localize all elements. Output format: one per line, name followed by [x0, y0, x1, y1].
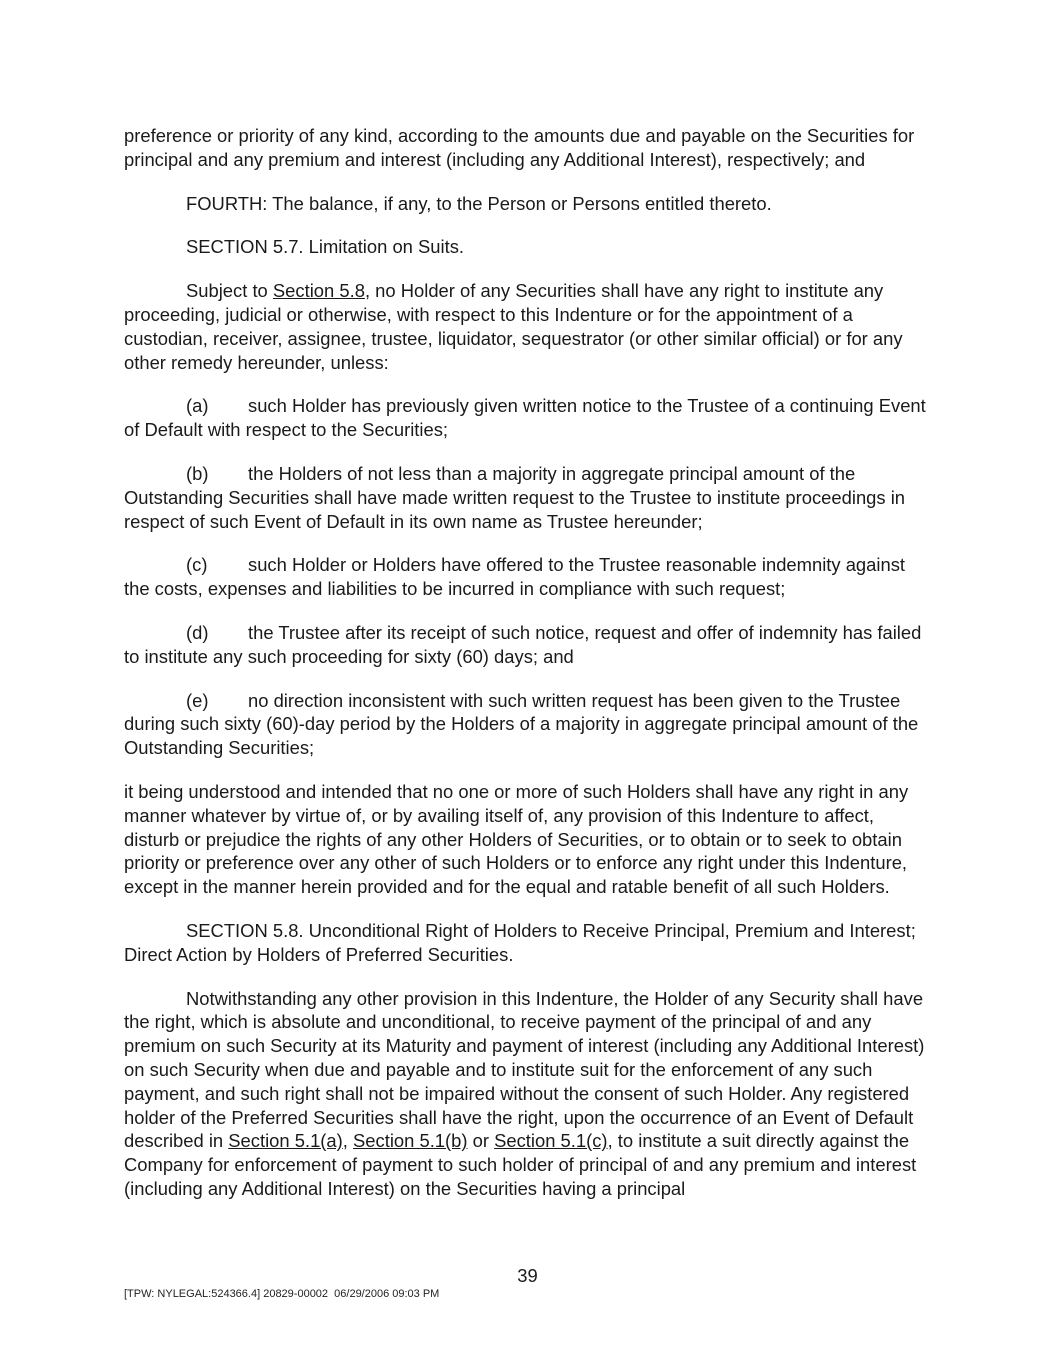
- item-label: (b): [186, 462, 209, 484]
- paragraph-fourth: FOURTH: The balance, if any, to the Person or Persons entitled thereto.: [186, 192, 772, 214]
- item-text: no direction inconsistent with such written request has been given to the Trustee during such sixty (60)-day period by the Holders of a majority in aggregate principal amount of the Outstanding Securities;: [124, 689, 919, 759]
- page-number: 39: [517, 1265, 538, 1286]
- list-item-a: [124, 394, 932, 442]
- section-5-1c-reference: Section 5.1(c): [494, 1130, 608, 1152]
- item-text: such Holder or Holders have offered to the Trustee reasonable indemnity against the costs, expenses and liabilities to be incurred in compliance with such request;: [124, 554, 905, 600]
- list-item-d: [124, 621, 932, 669]
- section-5-8-heading: SECTION 5.8. Unconditional Right of Holders to Receive Principal, Premium and Interest; Direct Action by Holders of Preferred Securities.: [124, 919, 916, 965]
- document-body: [124, 124, 932, 1221]
- item-text: the Holders of not less than a majority in aggregate principal amount of the Outstanding Securities shall have made written request to the Trustee to institute proceedings in respect of such Event of Default in its own name as Trustee hereunder;: [124, 462, 906, 532]
- item-label: (e): [186, 689, 209, 711]
- separator: ,: [342, 1130, 354, 1152]
- list-item-b: [124, 462, 932, 533]
- list-item-e: [124, 689, 932, 760]
- document-footer: [TPW: NYLEGAL:524366.4] 20829-00002 06/29/2006 09:03 PM: [124, 1288, 440, 1300]
- item-label: (a): [186, 395, 209, 417]
- item-label: (c): [186, 554, 208, 576]
- intro-text-pre: Subject to: [186, 280, 273, 302]
- separator: or: [467, 1130, 495, 1152]
- body-text-post: , to institute a suit directly against the Company for enforcement of payment to such holder of principal of and any premium and interest (including any Additional Interest) on the Securities having a principal: [124, 1130, 917, 1199]
- intro-text-post: , no Holder of any Securities shall have any right to institute any proceeding, judicial or otherwise, with respect to this Indenture or for the appointment of a custodian, receiver, assignee, trustee, liquidator, sequestrator (or other similar official) or for any other remedy hereunder, unless:: [124, 280, 903, 373]
- paragraph-understood: it being understood and intended that no one or more of such Holders shall have any right in any manner whatever by virtue of, or by availing itself of, any provision of this Indenture to affect, disturb or prejudice the rights of any other Holders of Securities, or to obtain or to seek to obtain priority or preference over any other of such Holders or to enforce any right under this Indenture, except in the manner herein provided and for the equal and ratable benefit of all such Holders.: [124, 780, 909, 898]
- section-5-8-body: [124, 987, 932, 1201]
- list-item-c: [124, 553, 932, 601]
- section-5-7-heading: SECTION 5.7. Limitation on Suits.: [186, 236, 465, 258]
- section-5-7-intro: [124, 279, 932, 374]
- item-label: (d): [186, 621, 209, 643]
- paragraph-continuation: preference or priority of any kind, according to the amounts due and payable on the Securities for principal and any premium and interest (including any Additional Interest), respectively; and: [124, 125, 915, 170]
- item-text: such Holder has previously given written notice to the Trustee of a continuing Event of Default with respect to the Securities;: [124, 395, 926, 441]
- item-text: the Trustee after its receipt of such notice, request and offer of indemnity has failed to institute any such proceeding for sixty (60) days; and: [124, 621, 922, 667]
- body-text-pre: Notwithstanding any other provision in this Indenture, the Holder of any Security shall have the right, which is absolute and unconditional, to receive payment of the principal of and any premium on such Security at its Maturity and payment of interest (including any Additional Interest) on such Security when due and payable and to institute suit for the enforcement of any such payment, and such right shall not be impaired without the consent of such Holder. Any registered holder of the Preferred Securities shall have the right, upon the occurrence of an Event of Default described in: [124, 987, 925, 1152]
- section-5-1a-reference: Section 5.1(a): [228, 1130, 343, 1152]
- section-5-1b-reference: Section 5.1(b): [353, 1130, 468, 1152]
- section-5-8-reference: Section 5.8: [272, 280, 365, 302]
